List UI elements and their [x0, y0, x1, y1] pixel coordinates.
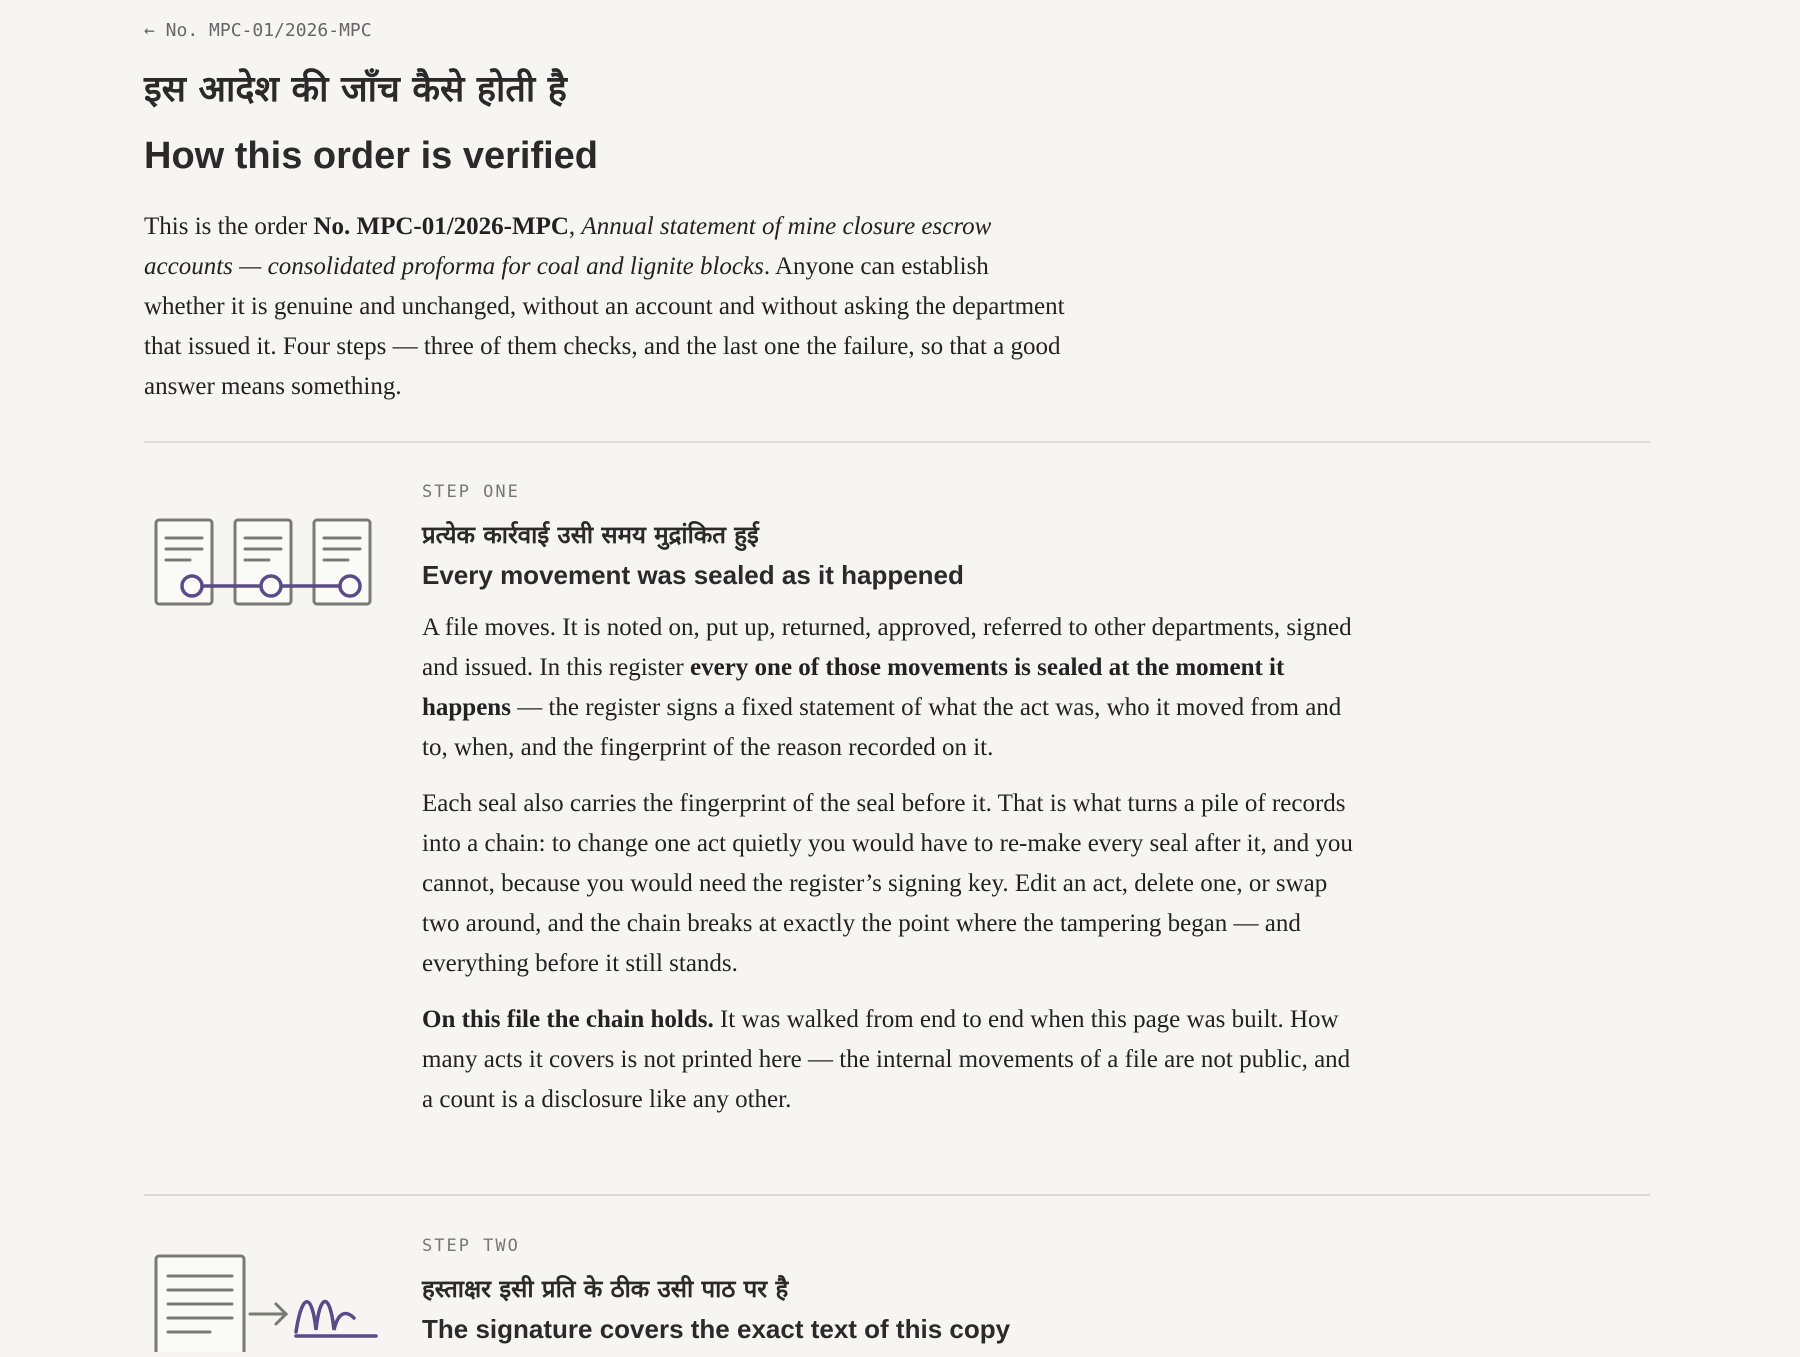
step-text: — the register signs a fixed statement of what the act was, who it moved from and to, when, and the fingerprint of the reason recorded on it.	[422, 694, 1342, 761]
chained-documents-icon	[154, 514, 374, 615]
back-link[interactable]: ← No. MPC-01/2026-MPC	[144, 20, 372, 41]
order-title: Annual statement of mine closure escrow accounts — consolidated proforma for coal and lignite blocks	[144, 213, 992, 280]
step-title-hindi: प्रत्येक कार्रवाई उसी समय मुद्रांकित हुई	[422, 521, 759, 549]
step-paragraph	[422, 608, 1362, 768]
intro-text-2: ,	[568, 213, 582, 240]
step-emphasis: every one of those movements is sealed at the moment it happens	[422, 654, 1285, 721]
order-number: No. MPC-01/2026-MPC	[313, 213, 569, 240]
step-one-body	[422, 478, 1362, 1120]
step-paragraph	[422, 1000, 1362, 1120]
section-divider	[144, 1194, 1650, 1196]
step-paragraph: Each seal also carries the fingerprint of the seal before it. That is what turns a pile of records into a chain: to change one act quietly you would have to re-make every seal after it, and you cannot, because you would need the register’s signing key. Edit an act, delete one, or swap two around, and the chain breaks at exactly the point where the tampering began — and everything before it still stands.	[422, 790, 1353, 977]
page-title: How this order is verified	[144, 135, 598, 177]
document-signature-icon	[154, 1252, 384, 1357]
step-emphasis: On this file the chain holds.	[422, 1006, 714, 1033]
intro-paragraph	[144, 207, 1074, 407]
step-label: STEP TWO	[422, 1236, 520, 1256]
page-title-hindi: इस आदेश की जाँच कैसे होती है	[144, 69, 567, 110]
step-text: A file moves. It is noted on, put up, returned, approved, referred to other departments, signed and issued. In this register	[422, 614, 1352, 681]
intro-text-3: . Anyone can establish whether it is genuine and unchanged, without an account and without asking the department that issued it. Four steps — three of them checks, and the last one the failure, so that a good answer means something.	[144, 253, 1065, 400]
step-two-body	[422, 1232, 1362, 1346]
step-label: STEP ONE	[422, 482, 520, 502]
step-title: The signature covers the exact text of this copy	[422, 1314, 1011, 1344]
step-text: It was walked from end to end when this page was built. How many acts it covers is not printed here — the internal movements of a file are not public, and a count is a disclosure like any other.	[422, 1006, 1351, 1113]
intro-text-1: This is the order	[144, 213, 314, 240]
section-divider	[144, 441, 1650, 443]
step-title: Every movement was sealed as it happened	[422, 560, 964, 590]
step-title-hindi: हस्ताक्षर इसी प्रति के ठीक उसी पाठ पर है	[422, 1275, 789, 1303]
